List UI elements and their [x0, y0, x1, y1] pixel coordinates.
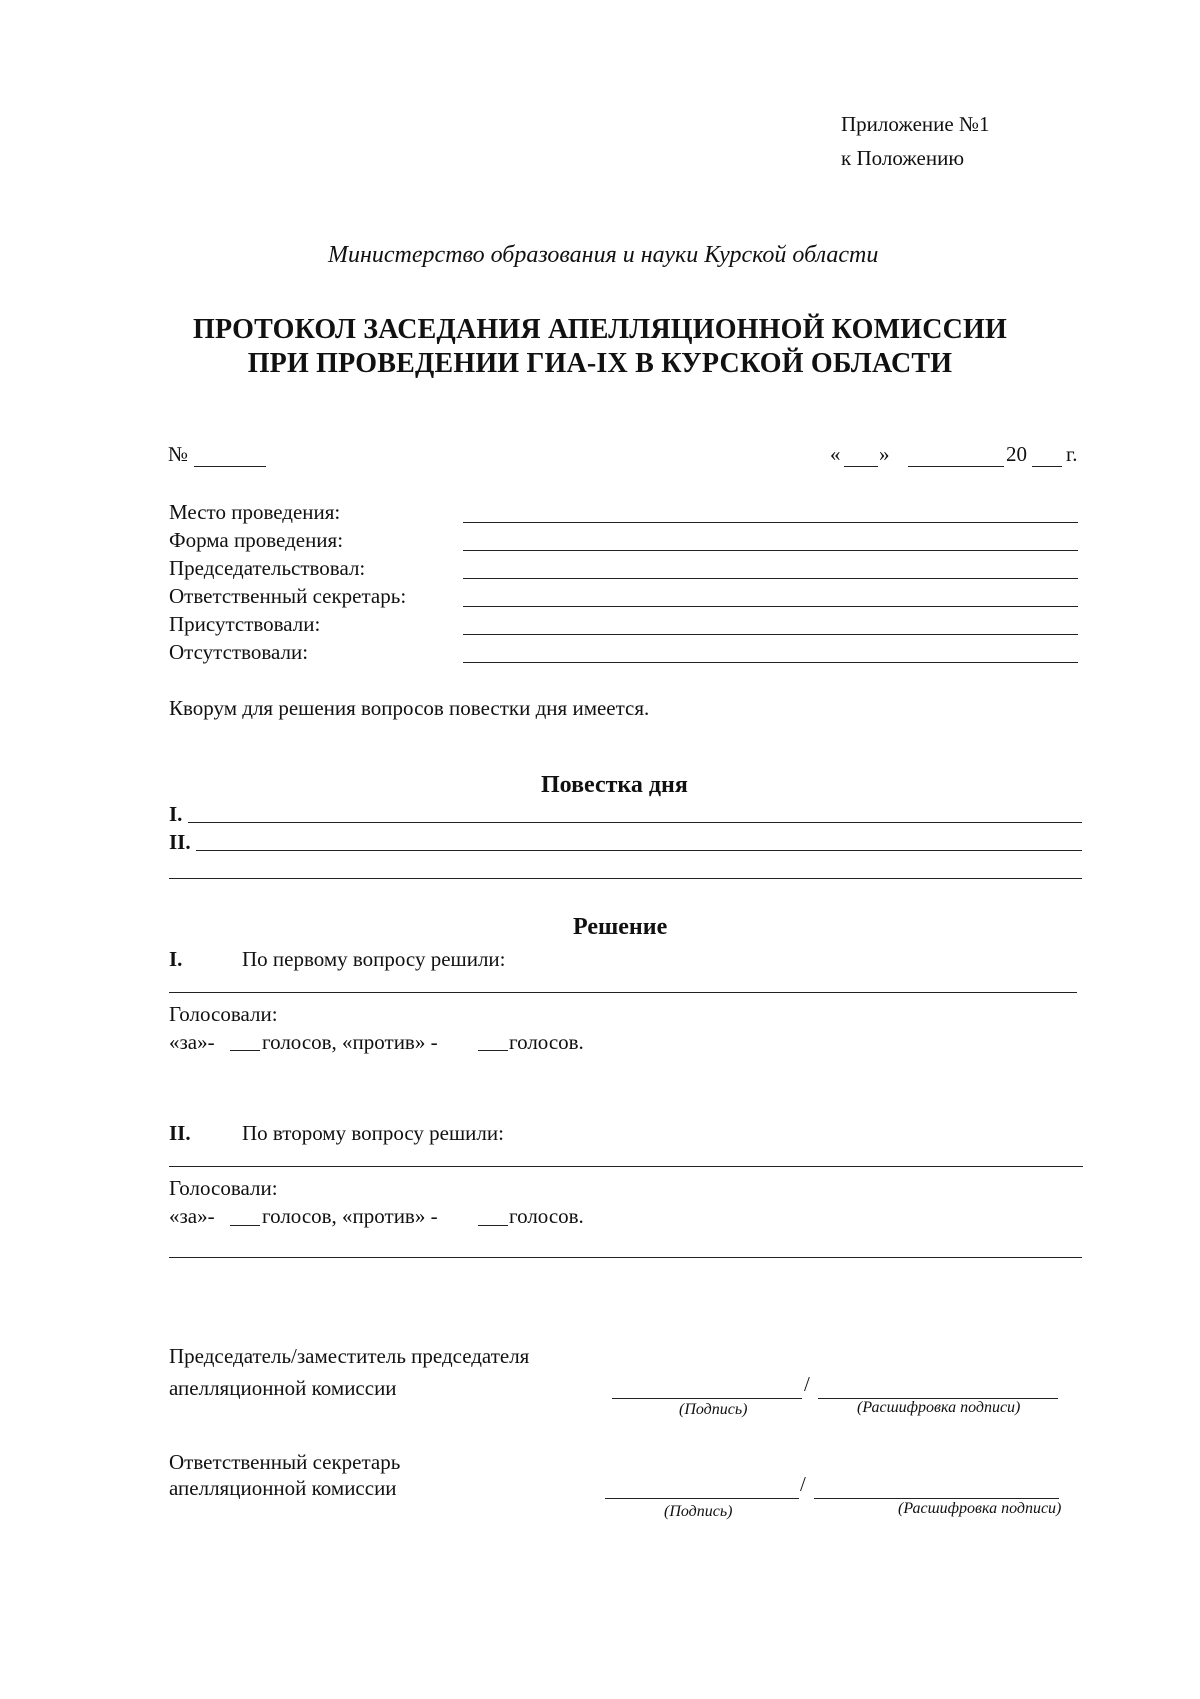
field-line-present: [463, 634, 1078, 635]
agenda-item-1-line: [188, 822, 1082, 823]
appendix-line-1: Приложение №1: [841, 112, 990, 136]
date-day-blank: [844, 466, 878, 467]
decision-q2-number: II.: [169, 1121, 191, 1145]
agenda-item-2-number: II.: [169, 830, 191, 854]
ministry-name: Министерство образования и науки Курской области: [328, 242, 879, 268]
decision-q1-number: I.: [169, 947, 183, 971]
field-label-place: Место проведения:: [169, 500, 341, 524]
field-label-secretary: Ответственный секретарь:: [169, 584, 407, 608]
field-label-chair: Председательствовал:: [169, 556, 366, 580]
field-label-absent: Отсутствовали:: [169, 640, 309, 664]
appendix-line-2: к Положению: [841, 146, 965, 170]
agenda-item-2-line: [196, 850, 1082, 851]
document-title-line-2: ПРИ ПРОВЕДЕНИИ ГИА-IX В КУРСКОЙ ОБЛАСТИ: [247, 348, 953, 379]
decision-q2-vote-against: голосов, «против» -: [262, 1204, 438, 1228]
quorum-text: Кворум для решения вопросов повестки дня имеется.: [169, 696, 650, 720]
secretary-signature-line: [605, 1498, 799, 1499]
secretary-title-line-2: апелляционной комиссии: [169, 1476, 397, 1500]
date-year-prefix: 20: [1006, 442, 1027, 466]
chair-sign-caption: (Подпись): [679, 1401, 748, 1418]
chair-title-line-1: Председатель/заместитель председателя: [169, 1344, 530, 1368]
chair-slash: /: [804, 1372, 810, 1396]
number-blank: [194, 466, 266, 467]
decision-q2-for-blank: [230, 1225, 260, 1226]
decision-q1-against-blank: [478, 1050, 508, 1051]
date-close-quote: »: [879, 442, 890, 466]
decision-q2-against-blank: [478, 1225, 508, 1226]
decision-q1-line: [169, 992, 1077, 993]
secretary-slash: /: [800, 1472, 806, 1496]
agenda-extra-line: [169, 878, 1082, 879]
decision-q2-vote-for: «за»-: [169, 1204, 215, 1228]
field-line-form: [463, 550, 1078, 551]
decision-q1-vote-against: голосов, «против» -: [262, 1030, 438, 1054]
agenda-item-1-number: I.: [169, 802, 183, 826]
decision-q2-voted-label: Голосовали:: [169, 1176, 278, 1200]
decision-q2-text: По второму вопросу решили:: [242, 1121, 504, 1145]
field-label-present: Присутствовали:: [169, 612, 321, 636]
date-year-blank: [1032, 466, 1062, 467]
field-line-chair: [463, 578, 1078, 579]
chair-signature-line: [612, 1398, 802, 1399]
secretary-decode-caption: (Расшифровка подписи): [898, 1500, 1062, 1517]
chair-decode-caption: (Расшифровка подписи): [857, 1399, 1021, 1416]
field-line-place: [463, 522, 1078, 523]
date-month-blank: [908, 466, 1004, 467]
number-label: №: [168, 442, 189, 466]
date-open-quote: «: [830, 442, 841, 466]
decision-q1-vote-end: голосов.: [509, 1030, 584, 1054]
decision-heading: Решение: [573, 914, 668, 940]
agenda-heading: Повестка дня: [541, 772, 688, 798]
field-line-secretary: [463, 606, 1078, 607]
secretary-decode-line: [814, 1498, 1059, 1499]
decision-q1-vote-for: «за»-: [169, 1030, 215, 1054]
date-year-suffix: г.: [1066, 442, 1078, 466]
decision-q2-line: [169, 1166, 1083, 1167]
decision-q1-text: По первому вопросу решили:: [242, 947, 506, 971]
decision-q2-vote-end: голосов.: [509, 1204, 584, 1228]
chair-title-line-2: апелляционной комиссии: [169, 1376, 397, 1400]
document-title-line-1: ПРОТОКОЛ ЗАСЕДАНИЯ АПЕЛЛЯЦИОННОЙ КОМИССИИ: [192, 314, 1007, 345]
decision-q2-extra-line: [169, 1257, 1082, 1258]
field-label-form: Форма проведения:: [169, 528, 344, 552]
secretary-title-line-1: Ответственный секретарь: [169, 1450, 401, 1474]
field-line-absent: [463, 662, 1078, 663]
secretary-sign-caption: (Подпись): [664, 1503, 733, 1520]
decision-q1-voted-label: Голосовали:: [169, 1002, 278, 1026]
decision-q1-for-blank: [230, 1050, 260, 1051]
